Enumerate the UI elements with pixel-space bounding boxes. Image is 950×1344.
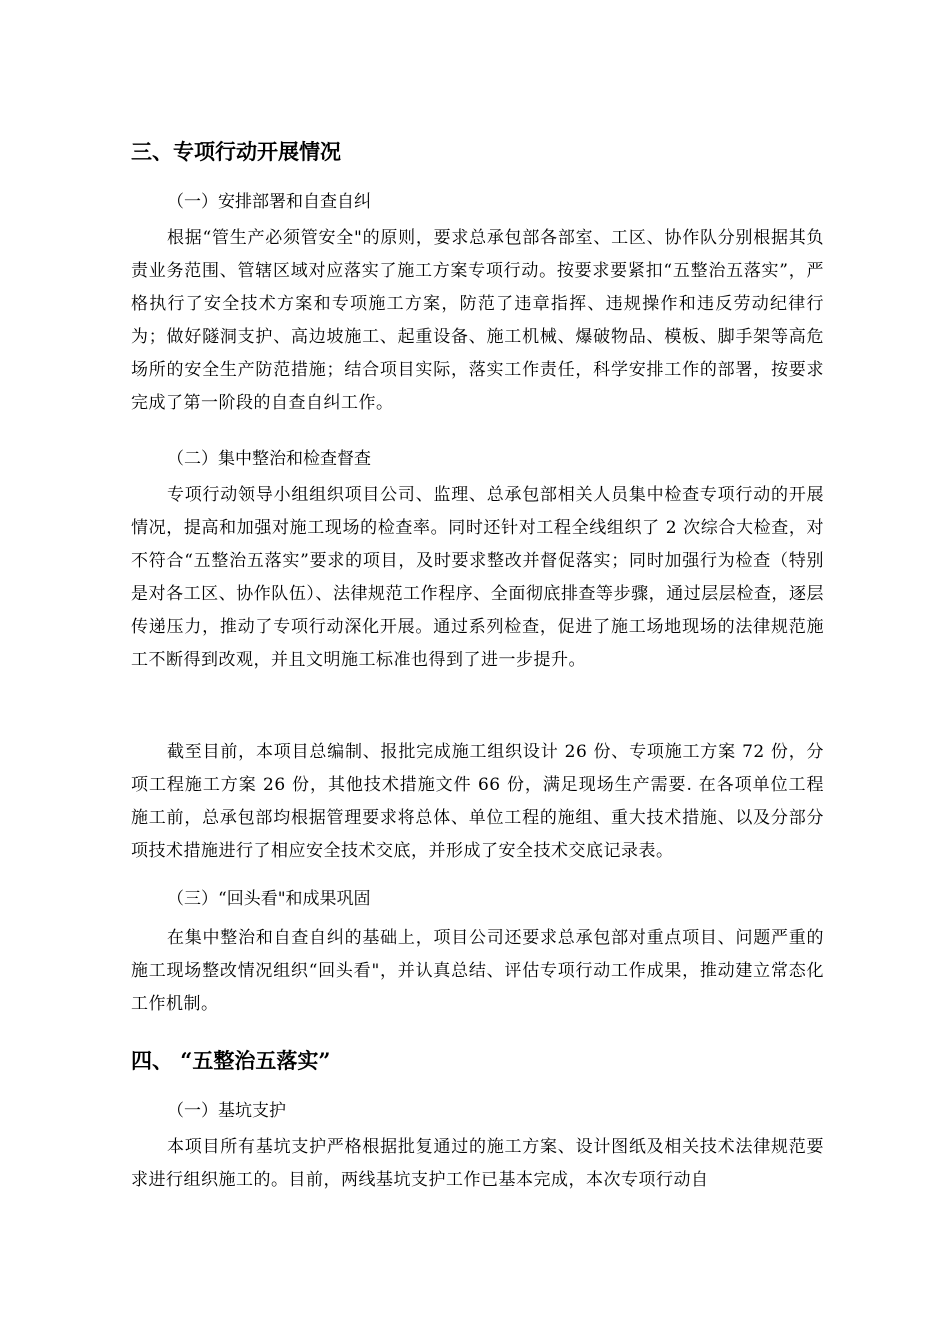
section-4-heading: 四、 “五整治五落实” <box>131 1048 331 1073</box>
section-3-heading: 三、专项行动开展情况 <box>131 139 341 164</box>
section-4-sub-1-body: 本项目所有基坑支护严格根据批复通过的施工方案、设计图纸及相关技术法律规范要求进行组织施工的。目前，两线基坑支护工作已基本完成，本次专项行动自 <box>131 1137 824 1190</box>
section-3-sub-2-title: （二）集中整治和检查督查 <box>167 449 371 469</box>
section-3-sub-2-body-1: 专项行动领导小组组织项目公司、监理、总承包部相关人员集中检查专项行动的开展情况，提高和加强对施工现场的检查率。同时还针对工程全线组织了 2 次综合大检查，对不符合“五整治五落实”要求的项目，及时要求整改并督促落实；同时加强行为检查（特别是对各工区、协作队伍）、法律规范工作程序、全面彻底排查等步骤，通过层层检查，逐层传递压力，推动了专项行动深化开展。通过系列检查，促进了施工场地现场的法律规范施工不断得到改观，并且文明施工标准也得到了进一步提升。 <box>131 485 824 670</box>
section-3-sub-2-body-2: 截至目前，本项目总编制、报批完成施工组织设计 26 份、专项施工方案 72 份，分项工程施工方案 26 份，其他技术措施文件 66 份，满足现场生产需要. 在各项单位工程施工前，总承包部均根据管理要求将总体、单位工程的施组、重大技术措施、以及分部分项技术措施进行了相应安全技术交底，并形成了安全技术交底记录表。 <box>131 742 824 861</box>
section-3-sub-1-body: 根据“管生产必须管安全"的原则，要求总承包部各部室、工区、协作队分别根据其负责业务范围、管辖区域对应落实了施工方案专项行动。按要求要紧扣“五整治五落实”，严格执行了安全技术方案和专项施工方案，防范了违章指挥、违规操作和违反劳动纪律行为；做好隧洞支护、高边坡施工、起重设备、施工机械、爆破物品、模板、脚手架等高危场所的安全生产防范措施；结合项目实际，落实工作责任，科学安排工作的部署，按要求完成了第一阶段的自查自纠工作。 <box>131 228 824 413</box>
section-4-sub-1-title: （一）基坑支护 <box>167 1101 286 1121</box>
section-3-sub-3-title: （三）“回头看"和成果巩固 <box>167 889 371 909</box>
section-3-sub-1-title: （一）安排部署和自查自纠 <box>167 192 371 212</box>
section-3-sub-3-body: 在集中整治和自查自纠的基础上，项目公司还要求总承包部对重点项目、问题严重的施工现场整改情况组织“回头看"，并认真总结、评估专项行动工作成果，推动建立常态化工作机制。 <box>131 928 824 1014</box>
